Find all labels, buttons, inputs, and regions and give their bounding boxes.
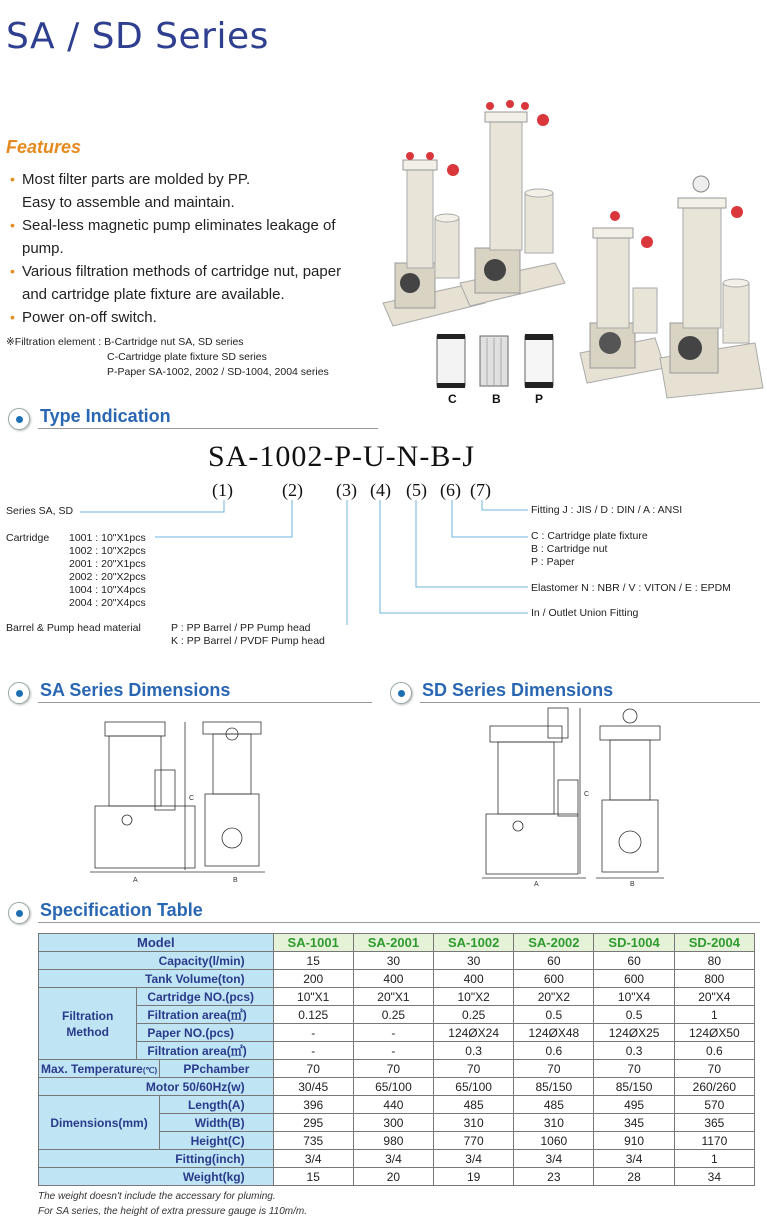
cell: 0.3 [434,1042,514,1060]
cell: 295 [273,1114,353,1132]
cell: 1170 [674,1132,754,1150]
cell: 124ØX24 [434,1024,514,1042]
feature-line: Power on-off switch. [22,309,157,326]
feature-line: Seal-less magnetic pump eliminates leakage of [22,217,336,234]
row-label: Height(C) [160,1132,273,1150]
cell: 980 [353,1132,433,1150]
cell: 345 [594,1114,674,1132]
cell: 10"X4 [594,988,674,1006]
cartridge-label: Cartridge [6,532,50,544]
series-label: Series SA, SD [6,505,74,517]
cell: 485 [434,1096,514,1114]
cell: 400 [434,970,514,988]
divider [38,428,378,429]
divider [420,702,760,703]
position-label: (7) [470,480,491,500]
cartridge-label-b: B [492,392,501,406]
cell: 30/45 [273,1078,353,1096]
row-label: Capacity(l/min) [39,952,274,970]
cell: 0.5 [514,1006,594,1024]
cell: 124ØX48 [514,1024,594,1042]
cell: 30 [353,952,433,970]
cell: 85/150 [594,1078,674,1096]
model-name: SD-1004 [594,934,674,952]
section-bullet-icon [390,682,412,704]
cell: 600 [514,970,594,988]
dim-label-c: C [189,795,195,802]
divider [38,702,372,703]
table-row [39,952,755,970]
section-bullet-icon [8,682,30,704]
footnote: For SA series, the height of extra pressure gauge is 110m/m. [38,1206,308,1217]
row-label: Weight(kg) [39,1168,274,1186]
section-title: Specification Table [40,900,203,920]
table-row [39,934,755,952]
feature-line: and cartridge plate fixture are available. [22,286,285,303]
cell: - [353,1024,433,1042]
cell: - [273,1042,353,1060]
table-row [39,988,755,1006]
table-row [39,1060,755,1078]
product-photo [375,98,765,408]
filtration-element-note [6,335,329,380]
table-row [39,1006,755,1024]
cell: 10"X2 [434,988,514,1006]
feature-item [6,168,376,214]
cell: 70 [353,1060,433,1078]
cell: 0.6 [674,1042,754,1060]
group-label: Filtration Method [39,988,137,1060]
cell: 310 [434,1114,514,1132]
position-label: (3) [336,480,357,500]
cell: 124ØX25 [594,1024,674,1042]
cell: 485 [514,1096,594,1114]
cell: 800 [674,970,754,988]
cell: 15 [273,952,353,970]
feature-line: Various filtration methods of cartridge nut, paper [22,263,342,280]
cell: 80 [674,952,754,970]
sa-tall-unit-illustration [460,100,565,306]
row-label: Cartridge NO.(pcs) [137,988,273,1006]
model-name: SA-2002 [514,934,594,952]
feature-line: pump. [22,240,64,257]
model-name: SD-2004 [674,934,754,952]
cell: 310 [514,1114,594,1132]
cell: 15 [273,1168,353,1186]
sa-dimensions-header [8,680,372,706]
cartridge-option: 2002 : 20"X2pcs [69,571,146,583]
section-title: SD Series Dimensions [422,680,614,700]
feature-list [6,168,376,329]
position-label: (4) [370,480,391,500]
sa-dimension-drawing [85,710,285,885]
cell: 0.3 [594,1042,674,1060]
dim-label-a: A [534,881,539,888]
cell: 260/260 [674,1078,754,1096]
cell: 20 [353,1168,433,1186]
bullet-icon: • [10,217,15,233]
spec-table [38,933,755,1186]
cell: 735 [273,1132,353,1150]
element-option: B : Cartridge nut [531,543,608,555]
cell: 400 [353,970,433,988]
cell: 28 [594,1168,674,1186]
cartridge-option: 2004 : 20"X4pcs [69,597,146,609]
cell: 1060 [514,1132,594,1150]
row-label [39,1060,160,1078]
position-label: (1) [212,480,233,500]
dim-label-a: A [133,877,138,884]
material-options [171,622,325,648]
table-row [39,1096,755,1114]
cell: 3/4 [353,1150,433,1168]
cell: 3/4 [594,1150,674,1168]
spec-table-header [8,900,760,926]
note-line: ※Filtration element : B-Cartridge nut SA, SD series [6,336,244,348]
cartridge-options [69,532,146,610]
cell: 70 [674,1060,754,1078]
cell: 200 [273,970,353,988]
type-indication-header [8,406,378,432]
cartridge-c-illustration [437,334,465,388]
dim-label-c: C [584,791,590,798]
cartridge-p-illustration [525,334,553,388]
material-option: K : PP Barrel / PVDF Pump head [171,635,325,647]
feature-line: Most filter parts are molded by PP. [22,171,251,188]
bullet-icon: • [10,309,15,325]
table-row [39,1150,755,1168]
section-title: SA Series Dimensions [40,680,231,700]
cell: 300 [353,1114,433,1132]
cell: 70 [273,1060,353,1078]
dim-label-b: B [233,877,238,884]
cell: 910 [594,1132,674,1150]
sd-tall-unit-illustration [660,176,763,398]
cell: 570 [674,1096,754,1114]
cell: 34 [674,1168,754,1186]
cell: 20"X2 [514,988,594,1006]
cartridge-label-c: C [448,392,457,406]
cell: 600 [594,970,674,988]
position-label: (2) [282,480,303,500]
cartridge-label-p: P [535,392,544,406]
row-label: Fitting(inch) [39,1150,274,1168]
row-label: Filtration area(㎡) [137,1042,273,1060]
cell: 0.125 [273,1006,353,1024]
cell: 770 [434,1132,514,1150]
cartridge-option: 1004 : 10"X4pcs [69,584,146,596]
feature-item [6,306,376,329]
row-label: Tank Volume(ton) [39,970,274,988]
cell: 1 [674,1150,754,1168]
cartridge-option: 1002 : 10"X2pcs [69,545,146,557]
cell: 124ØX50 [674,1024,754,1042]
cell: 85/150 [514,1078,594,1096]
element-option: C : Cartridge plate fixture [531,530,648,542]
model-header: Model [39,934,274,952]
page-title: SA / SD Series [6,16,269,57]
section-title: Type Indication [40,406,171,426]
section-bullet-icon [8,408,30,430]
max-temp-label: Max. Temperature [41,1061,143,1076]
cartridge-option: 2001 : 20"X1pcs [69,558,146,570]
cell: 365 [674,1114,754,1132]
material-label: Barrel & Pump head material [6,622,141,634]
cell: 60 [514,952,594,970]
elastomer-label: Elastomer N : NBR / V : VITON / E : EPDM [531,582,731,594]
max-temp-unit: (℃) [142,1065,158,1075]
position-label: (6) [440,480,461,500]
sd-unit-illustration [580,211,665,383]
table-row [39,1168,755,1186]
cell: 1 [674,1006,754,1024]
fitting-label: Fitting J : JIS / D : DIN / A : ANSI [531,504,683,516]
section-bullet-icon [8,902,30,924]
cell: 65/100 [353,1078,433,1096]
cell: 19 [434,1168,514,1186]
features-heading: Features [6,137,82,157]
bullet-icon: • [10,263,15,279]
cell: 70 [514,1060,594,1078]
cell: 30 [434,952,514,970]
row-label: Paper NO.(pcs) [137,1024,273,1042]
model-code: SA-1002-P-U-N-B-J [208,440,475,473]
element-option: P : Paper [531,556,575,568]
table-row [39,970,755,988]
bullet-icon: • [10,171,15,187]
cell: 70 [434,1060,514,1078]
cell: - [273,1024,353,1042]
footnote: The weight doesn't include the accessary for pluming. [38,1191,276,1202]
row-label: Motor 50/60Hz(w) [39,1078,274,1096]
cell: 396 [273,1096,353,1114]
model-name: SA-2001 [353,934,433,952]
cell: 20"X1 [353,988,433,1006]
feature-line: Easy to assemble and maintain. [22,194,235,211]
sd-dimension-drawing [478,706,678,888]
cell: - [353,1042,433,1060]
sd-dimensions-header [390,680,760,706]
cartridge-option: 1001 : 10"X1pcs [69,532,146,544]
cell: 70 [594,1060,674,1078]
cell: 0.6 [514,1042,594,1060]
note-line: C-Cartridge plate fixture SD series [107,351,267,363]
feature-item [6,260,376,306]
row-label: Width(B) [160,1114,273,1132]
table-row [39,1042,755,1060]
divider [38,922,760,923]
row-label: Filtration area(㎡) [137,1006,273,1024]
table-row [39,1078,755,1096]
cell: 0.5 [594,1006,674,1024]
feature-item [6,214,376,260]
cell: 3/4 [514,1150,594,1168]
material-option: P : PP Barrel / PP Pump head [171,622,311,634]
table-row [39,1024,755,1042]
model-name: SA-1002 [434,934,514,952]
cell: 3/4 [273,1150,353,1168]
cell: 0.25 [434,1006,514,1024]
note-line: P-Paper SA-1002, 2002 / SD-1004, 2004 series [107,366,329,378]
cartridge-b-illustration [480,336,508,386]
row-sublabel: PPchamber [160,1060,273,1078]
cell: 60 [594,952,674,970]
cell: 20"X4 [674,988,754,1006]
union-fitting-label: In / Outlet Union Fitting [531,607,639,619]
position-label: (5) [406,480,427,500]
element-options [531,530,648,569]
cell: 65/100 [434,1078,514,1096]
cell: 0.25 [353,1006,433,1024]
cell: 23 [514,1168,594,1186]
row-label: Length(A) [160,1096,273,1114]
cell: 10"X1 [273,988,353,1006]
cell: 440 [353,1096,433,1114]
model-name: SA-1001 [273,934,353,952]
dim-label-b: B [630,881,635,888]
cell: 495 [594,1096,674,1114]
group-label: Dimensions(mm) [39,1096,160,1150]
cell: 3/4 [434,1150,514,1168]
